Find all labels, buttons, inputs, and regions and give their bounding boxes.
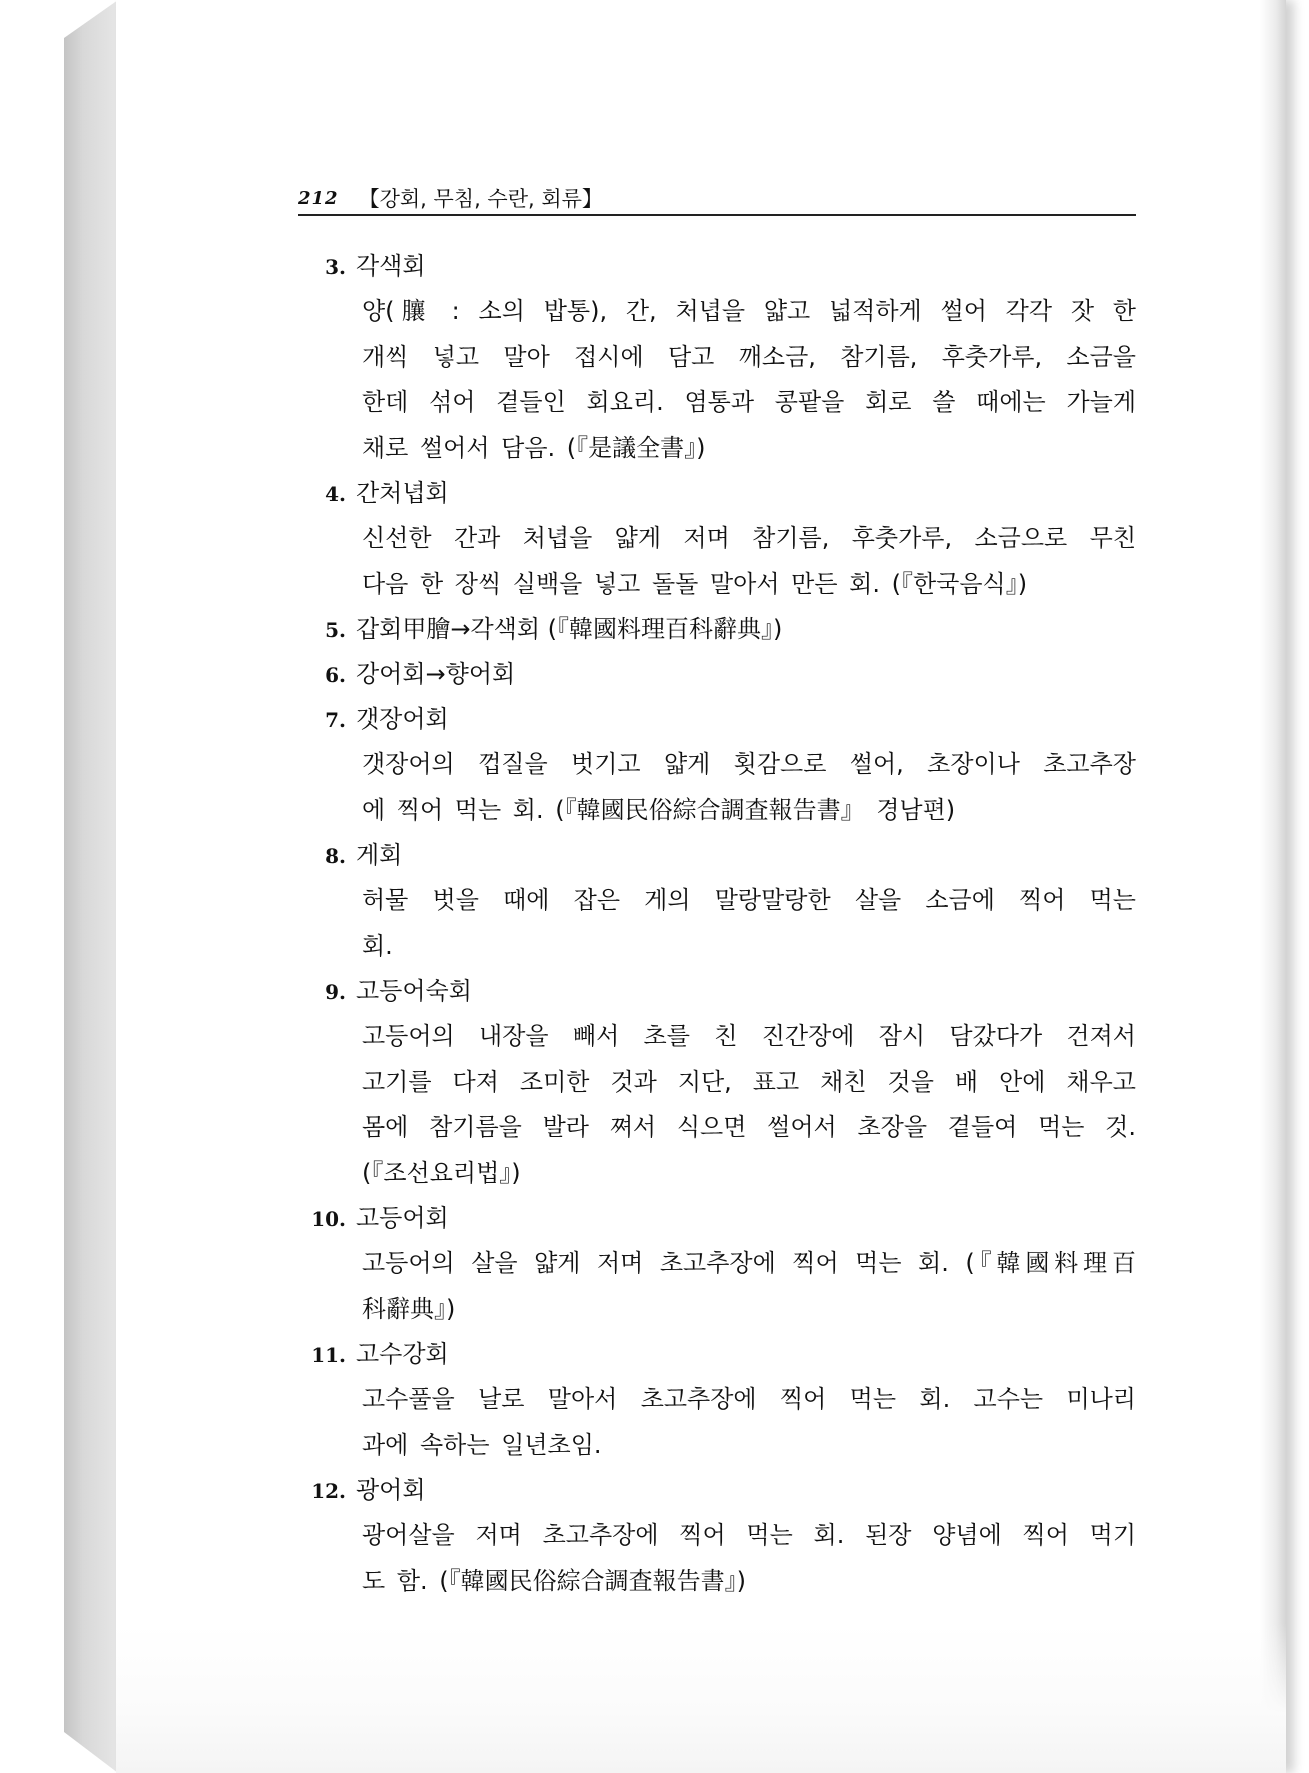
- definition-line: 科辭典』): [362, 1294, 456, 1323]
- dictionary-entry: [298, 833, 1136, 969]
- entry-number: 9.: [325, 980, 346, 1004]
- dictionary-entry: [298, 1332, 1136, 1468]
- entry-heading: [298, 607, 1136, 652]
- definition-line: 허물 벗을 때에 잡은 게의 말랑말랑한 살을 소금에 찍어 먹는: [362, 886, 1136, 914]
- dictionary-entry: [298, 471, 1136, 607]
- entry-term: 갯장어회: [356, 705, 449, 733]
- definition-line: 채로 썰어서 담음. (『是議全書』): [362, 433, 706, 462]
- entry-definition: [362, 878, 1136, 969]
- page-edge-shadow: [1260, 0, 1286, 1773]
- dictionary-entry: [298, 244, 1136, 471]
- book-spine: [64, 0, 118, 1773]
- entry-heading: [298, 471, 1136, 516]
- running-head: 【강회, 무침, 수란, 회류】: [358, 187, 603, 211]
- entry-heading: [298, 697, 1136, 742]
- entry-number: 12.: [311, 1479, 346, 1503]
- page-bottom-fade: [116, 1623, 1286, 1773]
- definition-line: 한데 섞어 곁들인 회요리. 염통과 콩팥을 회로 쓸 때에는 가늘게: [362, 388, 1136, 416]
- entry-number: 7.: [325, 708, 346, 732]
- entry-definition: [362, 1513, 1136, 1604]
- definition-line: (『조선요리법』): [362, 1158, 521, 1187]
- entry-definition: [362, 289, 1136, 471]
- dictionary-entry: [298, 652, 1136, 697]
- definition-line: 과에 속하는 일년초임.: [362, 1430, 602, 1459]
- entry-definition: [362, 516, 1136, 607]
- entry-definition: [362, 1241, 1136, 1332]
- entry-number: 4.: [325, 482, 346, 506]
- entry-heading: [298, 969, 1136, 1014]
- page-number: 212: [298, 188, 339, 209]
- definition-line: 광어살을 저며 초고추장에 찍어 먹는 회. 된장 양념에 찍어 먹기: [362, 1521, 1136, 1549]
- entry-term: 강어회→향어회: [356, 660, 516, 688]
- definition-line: 신선한 간과 처녑을 얇게 저며 참기름, 후춧가루, 소금으로 무친: [362, 524, 1136, 552]
- entry-definition: [362, 1014, 1136, 1196]
- definition-line: 갯장어의 껍질을 벗기고 얇게 횟감으로 썰어, 초장이나 초고추장: [362, 750, 1136, 778]
- definition-line: 회.: [362, 931, 393, 960]
- dictionary-entry: [298, 607, 1136, 652]
- entry-number: 11.: [311, 1343, 346, 1367]
- dictionary-entry: [298, 1196, 1136, 1332]
- entry-definition: [362, 742, 1136, 833]
- entry-term: 각색회: [356, 252, 426, 280]
- entry-heading: [298, 833, 1136, 878]
- entry-definition: [362, 1377, 1136, 1468]
- entry-term: 게회: [356, 841, 403, 869]
- entry-heading: [298, 1332, 1136, 1377]
- page-header: [298, 178, 1136, 216]
- definition-line: 양(䑋 : 소의 밥통), 간, 처녑을 얇고 넓적하게 썰어 각각 잣 한: [362, 297, 1136, 325]
- definition-line: 고수풀을 날로 말아서 초고추장에 찍어 먹는 회. 고수는 미나리: [362, 1385, 1136, 1413]
- page-body: [298, 244, 1136, 1604]
- entry-heading: [298, 1196, 1136, 1241]
- entry-term: 고수강회: [356, 1340, 449, 1368]
- entry-heading: [298, 244, 1136, 289]
- dictionary-entry: [298, 969, 1136, 1196]
- entry-term: 갑회甲膾→각색회 (『韓國料理百科辭典』): [356, 615, 783, 643]
- definition-line: 도 함. (『韓國民俗綜合調査報告書』): [362, 1566, 746, 1595]
- entry-number: 5.: [325, 618, 346, 642]
- entry-heading: [298, 652, 1136, 697]
- entry-term: 간처녑회: [356, 479, 449, 507]
- entry-term: 고등어회: [356, 1204, 449, 1232]
- definition-line: 고등어의 살을 얇게 저며 초고추장에 찍어 먹는 회. (『韓國料理百: [362, 1249, 1136, 1277]
- dictionary-entry: [298, 697, 1136, 833]
- entry-number: 8.: [325, 844, 346, 868]
- entry-term: 고등어숙회: [356, 977, 472, 1005]
- dictionary-entry: [298, 1468, 1136, 1604]
- definition-line: 개씩 넣고 말아 접시에 담고 깨소금, 참기름, 후춧가루, 소금을: [362, 342, 1136, 371]
- definition-line: 몸에 참기름을 발라 쪄서 식으면 썰어서 초장을 곁들여 먹는 것.: [362, 1113, 1136, 1141]
- definition-line: 고기를 다져 조미한 것과 지단, 표고 채친 것을 배 안에 채우고: [362, 1067, 1136, 1096]
- definition-line: 에 찍어 먹는 회. (『韓國民俗綜合調査報告書』 경남편): [362, 795, 956, 824]
- definition-line: 고등어의 내장을 빼서 초를 친 진간장에 잠시 담갔다가 건져서: [362, 1022, 1136, 1050]
- entry-number: 10.: [311, 1207, 346, 1231]
- entry-term: 광어회: [356, 1476, 426, 1504]
- entry-heading: [298, 1468, 1136, 1513]
- entry-number: 6.: [325, 663, 346, 687]
- definition-line: 다음 한 장씩 실백을 넣고 돌돌 말아서 만든 회. (『한국음식』): [362, 569, 1028, 598]
- entry-number: 3.: [325, 255, 346, 279]
